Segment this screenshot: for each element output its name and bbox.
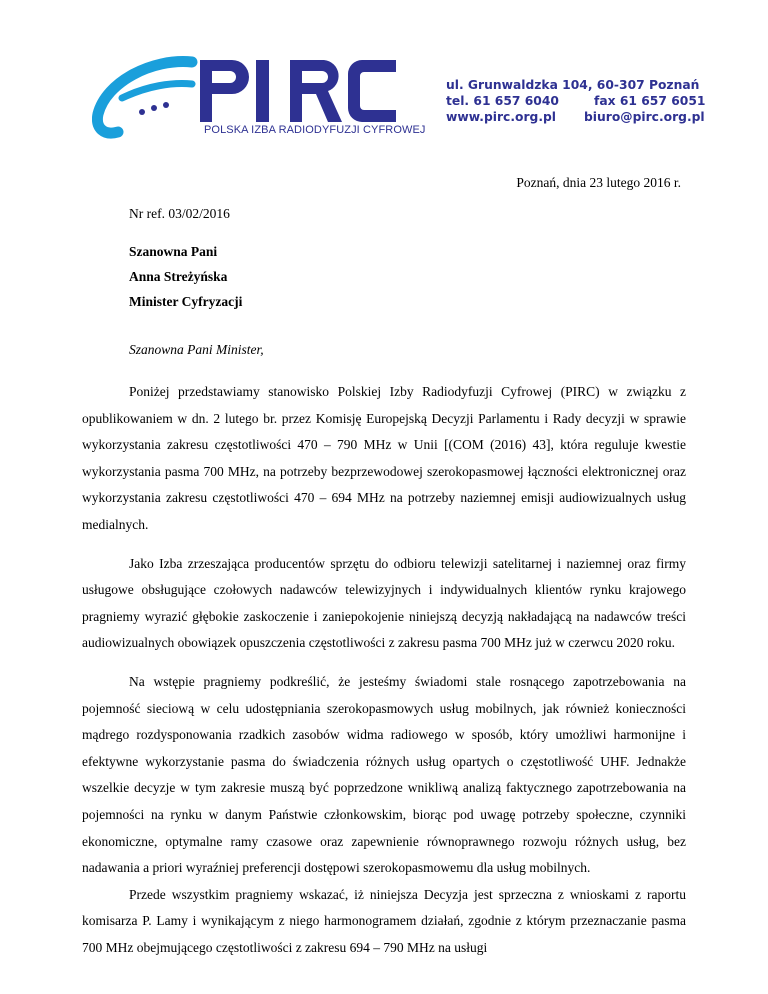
address: ul. Grunwaldzka 104, 60-307 Poznań [446,78,700,92]
website-link[interactable]: www.pirc.org.pl [446,110,557,124]
addressee-line: Szanowna Pani [129,244,218,259]
addressee-name: Anna Streżyńska [129,269,228,284]
paragraph: Poniżej przedstawiamy stanowisko Polskiej Izby Radiodyfuzji Cyfrowej (PIRC) w związku z opublikowaniem w dn. 2 lutego br. przez Komisję Europejską Decyzji Parlamentu i Rady decyzji w sprawie wykorzystania zakresu częstotliwości 470 – 790 MHz w Unii [(COM (2016) 43], która reguluje kwestie wykorzystania pasma 700 MHz, na potrzeby bezprzewodowej szerokopasmowej łączności elektronicznej oraz wykorzystania zakresu częstotliwości 470 – 694 MHz na potrzeby naziemnej emisji audiowizualnych usług medialnych. [82,384,686,532]
logo-tagline: POLSKA IZBA RADIODYFUZJI CYFROWEJ [204,124,426,136]
paragraph: Przede wszystkim pragniemy wskazać, iż niniejsza Decyzja jest sprzeczna z wnioskami z raportu komisarza P. Lamy i wynikającym z niego harmonogramem działań, zgodnie z którym przeznaczanie pasma 700 MHz obejmującego częstotliwości z zakresu 694 – 790 MHz na usługi [82,886,686,955]
addressee-title: Minister Cyfryzacji [129,294,243,309]
paragraph: Na wstępie pragniemy podkreślić, że jesteśmy świadomi stale rosnącego zapotrzebowania na pojemność sieciową w celu udostępniania szerokopasmowych usług mobilnych, jak również konieczności mądrego rozdysponowania rzadkich zasobów widma radiowego w sposób, który umożliwi harmonijne i efektywne wykorzystanie pasma do świadczenia różnych usług opartych o częstotliwość UHF. Jednakże wszelkie decyzje w tym zakresie muszą być poprzedzone wnikliwą analizą faktycznego zapotrzebowania na pojemności na rynku w danym Państwie członkowskim, biorąc pod uwagę potrzeby społeczne, czynniki ekonomiczne, optymalne ramy czasowe oraz zapewnienie równoprawnego rozwoju różnych usług, bez nadawania a priori wyraźniej preferencji dostępowi szerokopasmowemu dla usług mobilnych. [82,673,686,876]
email-link[interactable]: biuro@pirc.org.pl [584,110,705,124]
phone: tel. 61 657 6040 [446,94,559,108]
salutation: Szanowna Pani Minister, [129,342,264,357]
letter-date: Poznań, dnia 23 lutego 2016 r. [516,175,681,190]
logo-wordmark [196,60,400,122]
addressee-block [129,239,242,314]
letter-body [82,367,686,961]
fax: fax 61 657 6051 [594,94,706,108]
reference-number: Nr ref. 03/02/2016 [129,206,230,221]
swoosh-icon [92,52,202,144]
paragraph: Jako Izba zrzeszająca producentów sprzętu do odbioru telewizji satelitarnej i naziemnej oraz firmy usługowe obsługujące czołowych nadawców telewizyjnych i indywidualnych klientów rynku krajowego pragniemy wyrazić głębokie zaskoczenie i zaniepokojenie niniejszą decyzją nakładającą na nadawców treści audiowizualnych obowiązek opuszczenia częstotliwości z zakresu pasma 700 MHz już w czerwcu 2020 roku. [82,555,686,651]
